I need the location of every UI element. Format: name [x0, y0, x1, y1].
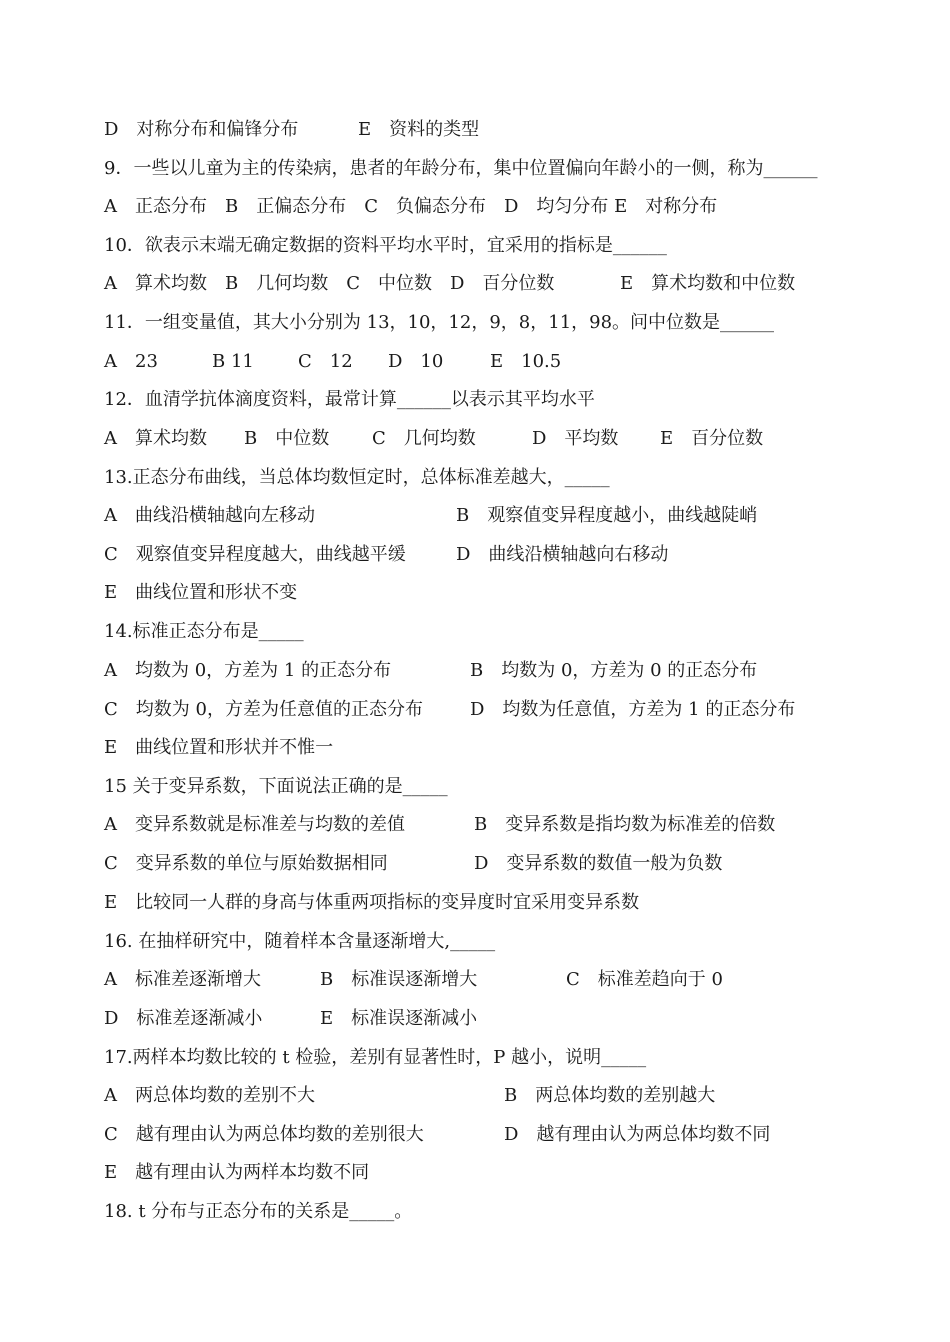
- option-text: C 标准差趋向于 0: [566, 969, 723, 990]
- line-text: A 正态分布 B 正偏态分布 C 负偏态分布 D 均匀分布 E 对称分布: [104, 196, 718, 217]
- line-text: E 比较同一人群的身高与体重两项指标的变异度时宜采用变异系数: [104, 892, 640, 913]
- line-text: 10．欲表示末端无确定数据的资料平均水平时，宜采用的指标是______: [104, 235, 667, 256]
- line-text: 9．一些以儿童为主的传染病，患者的年龄分布，集中位置偏向年龄小的一侧，称为______: [104, 158, 818, 179]
- option-text: B 变异系数是指均数为标准差的倍数: [474, 814, 776, 835]
- line-text: A 23: [104, 351, 158, 372]
- line-text: A 两总体均数的差别不大: [104, 1085, 315, 1106]
- option-text: D 10: [388, 351, 444, 372]
- option-text: D 平均数: [532, 428, 619, 449]
- line-text: 16. 在抽样研究中，随着样本含量逐渐增大,_____: [104, 931, 496, 952]
- option-text: E 百分位数: [660, 428, 764, 449]
- line-text: D 对称分布和偏锋分布: [104, 119, 299, 140]
- line-text: A 曲线沿横轴越向左移动: [104, 505, 315, 526]
- option-text: D 越有理由认为两总体均数不同: [504, 1124, 771, 1145]
- line-text: C 均数为 0，方差为任意值的正态分布: [104, 699, 423, 720]
- line-text: A 变异系数就是标准差与均数的差值: [104, 814, 405, 835]
- option-text: E 10.5: [490, 351, 562, 372]
- line-text: A 标准差逐渐增大: [104, 969, 261, 990]
- line-text: E 越有理由认为两样本均数不同: [104, 1162, 370, 1183]
- option-text: B 均数为 0，方差为 0 的正态分布: [470, 660, 758, 681]
- option-text: E 标准误逐渐减小: [320, 1008, 478, 1029]
- line-text: A 均数为 0，方差为 1 的正态分布: [104, 660, 392, 681]
- line-text: C 变异系数的单位与原始数据相同: [104, 853, 388, 874]
- line-text: 12．血清学抗体滴度资料，最常计算______以表示其平均水平: [104, 389, 595, 410]
- line-text: 11．一组变量值，其大小分别为 13，10，12，9，8，11，98。问中位数是______: [104, 312, 775, 333]
- option-text: B 标准误逐渐增大: [320, 969, 478, 990]
- option-text: B 观察值变异程度越小，曲线越陡峭: [456, 505, 758, 526]
- line-text: E 曲线位置和形状不变: [104, 582, 298, 603]
- line-text: E 曲线位置和形状并不惟一: [104, 737, 334, 758]
- option-text: D 均数为任意值，方差为 1 的正态分布: [470, 699, 796, 720]
- option-text: E 资料的类型: [358, 119, 480, 140]
- line-text: 14.标准正态分布是_____: [104, 621, 304, 642]
- option-text: B 11: [212, 351, 254, 372]
- line-text: 15 关于变异系数，下面说法正确的是_____: [104, 776, 448, 797]
- option-text: D 曲线沿横轴越向右移动: [456, 544, 669, 565]
- option-text: C 12: [298, 351, 353, 372]
- option-text: B 中位数: [244, 428, 330, 449]
- option-text: B 两总体均数的差别越大: [504, 1085, 716, 1106]
- option-text: D 变异系数的数值一般为负数: [474, 853, 723, 874]
- line-text: 17.两样本均数比较的 t 检验，差别有显著性时，P 越小，说明_____: [104, 1047, 647, 1068]
- line-text: D 标准差逐渐减小: [104, 1008, 263, 1029]
- line-text: A 算术均数 B 几何均数 C 中位数 D 百分位数: [104, 273, 555, 294]
- line-text: C 观察值变异程度越大，曲线越平缓: [104, 544, 406, 565]
- option-text: E 算术均数和中位数: [620, 273, 796, 294]
- line-text: 18. t 分布与正态分布的关系是_____。: [104, 1201, 413, 1222]
- line-text: 13.正态分布曲线，当总体均数恒定时，总体标准差越大，_____: [104, 467, 610, 488]
- line-text: A 算术均数: [104, 428, 207, 449]
- option-text: C 几何均数: [372, 428, 476, 449]
- line-text: C 越有理由认为两总体均数的差别很大: [104, 1124, 424, 1145]
